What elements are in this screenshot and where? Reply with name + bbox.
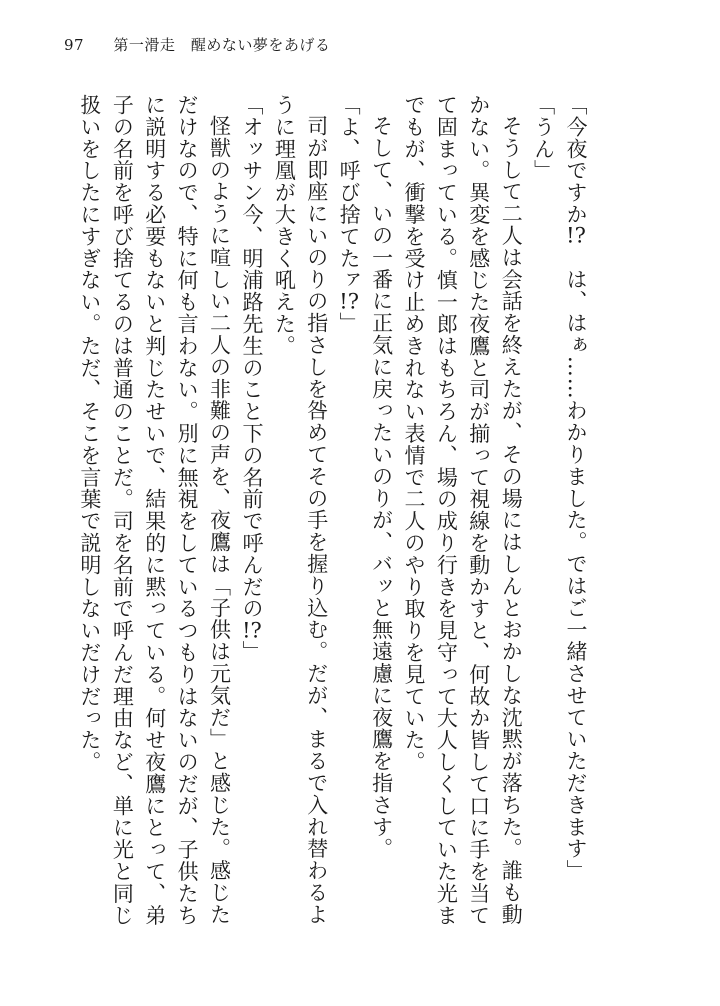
exclamation-question-mark: !?	[242, 619, 262, 641]
chapter-title: 第一滑走 醒めない夢をあげる	[113, 36, 331, 54]
paragraph: そうして二人は会話を終えたが、その場にはしんとおかしな沈黙が落ちた。誰も動かない。異変を感じた夜鷹と司が揃って視線を動かすと、何故か皆して口に手を当てて固まっている。慎一郎はもちろん、場の成り行きを見守って大人しくしていた光までもが、衝撃を受け止めきれない表情で二人のやり取りを見ていた。	[401, 94, 524, 927]
vertical-body-text	[72, 94, 592, 944]
paragraph: 「今夜ですか!? は、はぁ……わかりました。ではご一緒させていただきます」	[564, 94, 588, 882]
paragraph: 「オッサン今、明浦路先生のこと下の名前で呼んだの!?」	[239, 94, 264, 663]
paragraph: 「よ、呼び捨てたァ!?」	[337, 94, 362, 335]
page-number: 97	[64, 36, 85, 54]
paragraph: そして、いの一番に正気に戻ったいのりが、バッと無遠慮に夜鷹を指さす。	[369, 115, 394, 860]
exclamation-question-mark: !?	[566, 225, 586, 247]
paragraph: 怪獣のように喧しい二人の非難の声を、夜鷹は「子供は元気だ」と感じた。感じただけなので、特に何も言わない。別に無視をしているつもりはないのだが、子供たちに説明する必要もないと判じたせいで、結果的に黙っている。何せ夜鷹にとって、弟子の名前を呼び捨てるのは普通のことだ。司を名前で呼んだ理由など、単に光と同じ扱いをしたにすぎない。ただ、そこを言葉で説明しないだけだった。	[77, 94, 232, 927]
paragraph: 「うん」	[531, 94, 556, 182]
running-header	[64, 34, 330, 55]
exclamation-question-mark: !?	[339, 291, 359, 313]
paragraph: 司が即座にいのりの指さしを咎めてその手を握り込む。だが、まるで入れ替わるように理凰が大きく吼えた。	[272, 94, 329, 926]
